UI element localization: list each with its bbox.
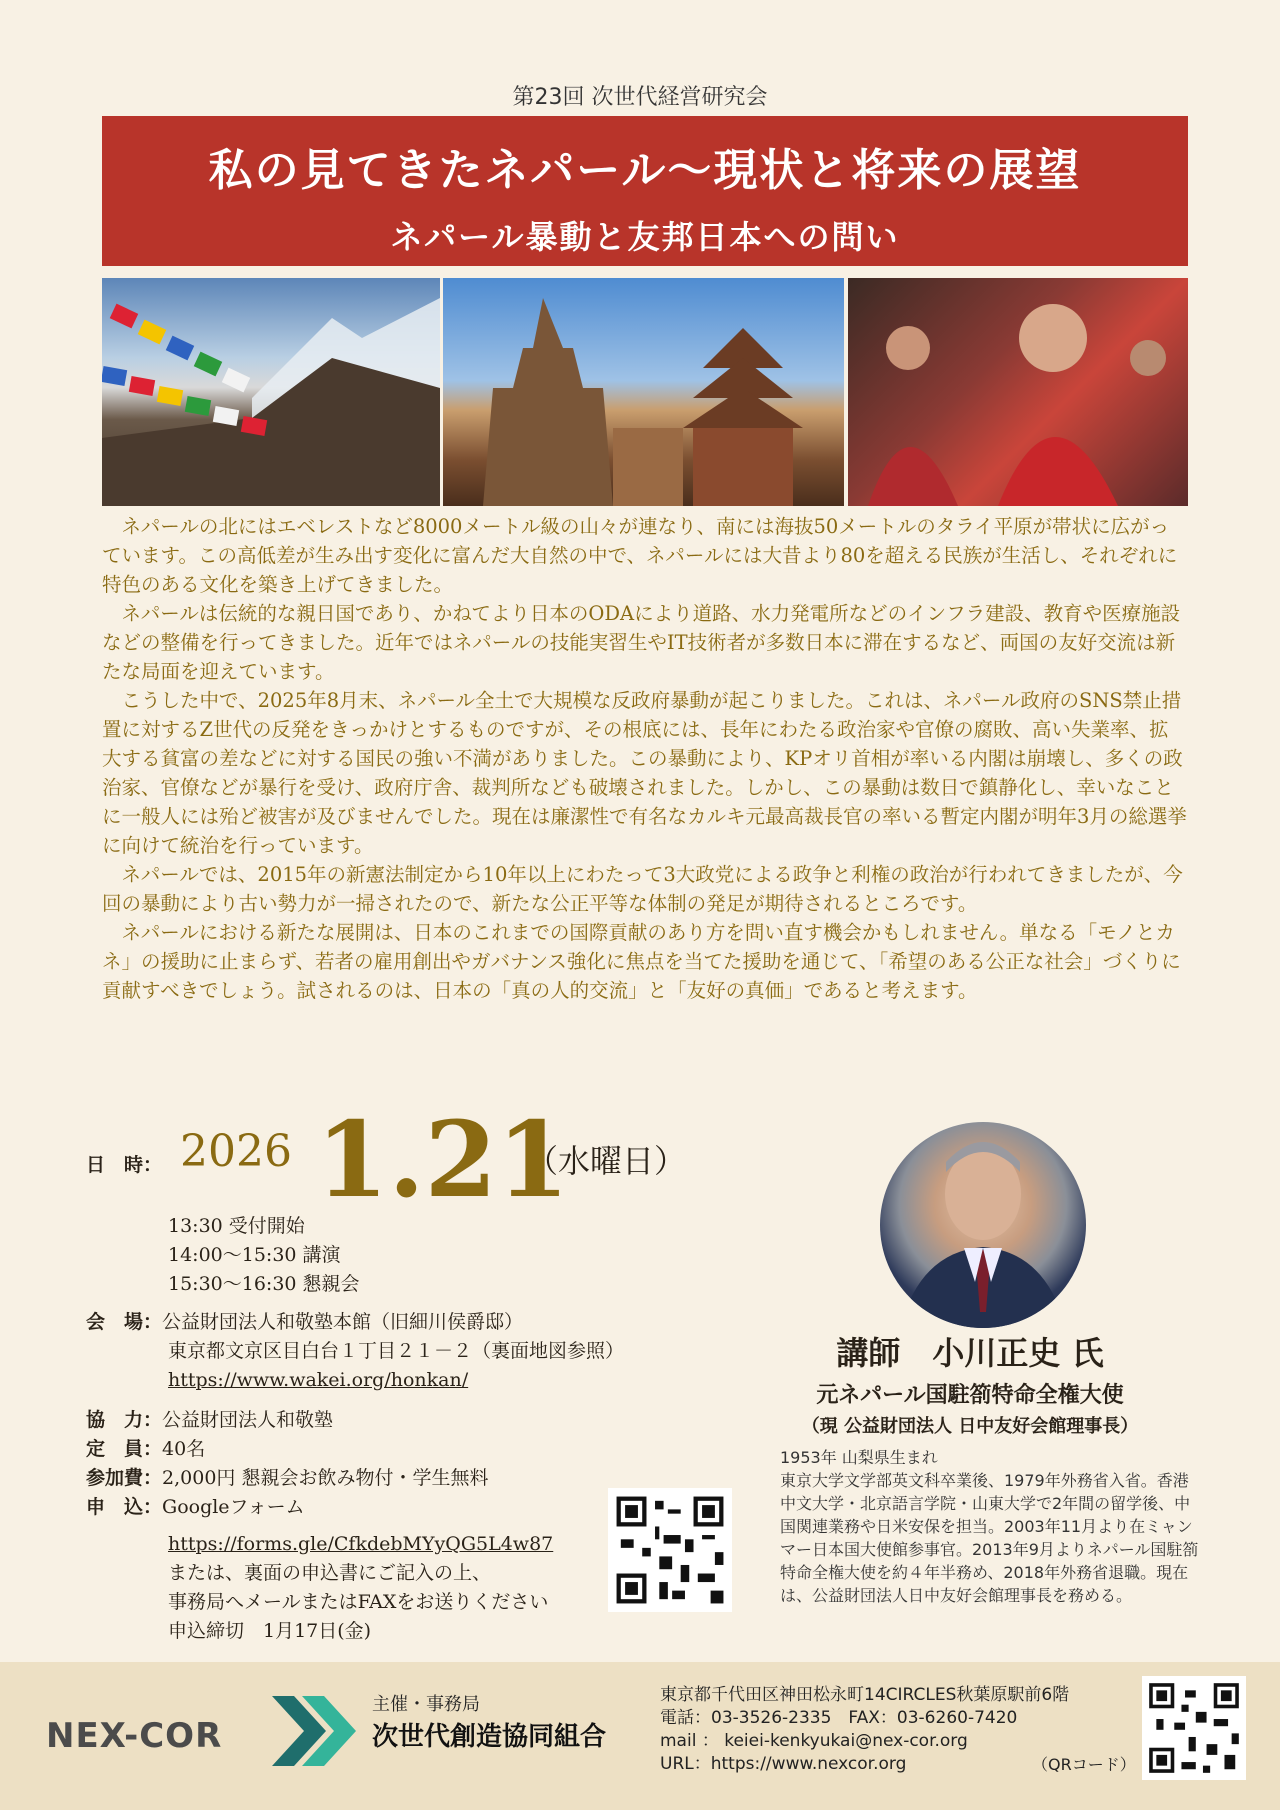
fee-value: 2,000円 懇親会お飲み物付・学生無料: [162, 1467, 489, 1489]
contact-address: 東京都千代田区神田松永町14CIRCLES秋葉原駅前6階: [660, 1685, 1070, 1705]
qr-code-pattern: [1142, 1676, 1246, 1780]
intro-text: [102, 512, 1188, 1005]
schedule-item: 15:30〜16:30 懇親会: [168, 1273, 360, 1295]
apply-link[interactable]: https://forms.gle/CfkdebMYyQG5L4w87: [168, 1533, 554, 1555]
page-title: 私の見てきたネパール〜現状と将来の展望: [208, 145, 1082, 196]
date-label: 日 時：: [86, 1154, 163, 1176]
intro-paragraph: ネパールの北にはエベレストなど8000メートル級の山々が連なり、南には海抜50メートルのタライ平原が帯状に広がっています。この高低差が生み出す変化に富んだ大自然の中で、ネパールには大昔より80を超える民族が生活し、それぞれに特色のある文化を築き上げてきました。: [102, 515, 1178, 596]
apply-method: Googleフォーム: [162, 1496, 305, 1518]
contact-block: [660, 1684, 1069, 1776]
capacity-label: 定 員：: [86, 1438, 163, 1460]
apply-alt-line: または、裏面の申込書にご記入の上、: [168, 1562, 492, 1584]
intro-paragraph: ネパールにおける新たな展開は、日本のこれまでの国際貢献のあり方を問い直す機会かもしれません。単なる「モノとカネ」の援助に止まらず、若者の雇用創出やガバナンス強化に焦点を当てた援助を通じて、「希望のある公正な社会」づくりに貢献すべきでしょう。試されるのは、日本の「真の人的交流」と「友好の真価」であると考えます。: [102, 921, 1181, 1002]
qr-code-icon[interactable]: [608, 1488, 732, 1612]
photo-prayer-flags-mountains: [102, 278, 440, 506]
dancers-illustration: [848, 278, 1188, 506]
venue-label: 会 場：: [86, 1311, 163, 1333]
apply-label: 申 込：: [86, 1496, 163, 1518]
photo-patan-temples: [443, 278, 844, 506]
capacity-value: 40名: [162, 1438, 206, 1460]
speaker-name: 講師 小川正史 氏: [836, 1334, 1104, 1372]
contact-mail[interactable]: mail ： keiei-kenkyukai@nex-cor.org: [660, 1731, 968, 1751]
nex-cor-logo: NEX-COR: [46, 1716, 223, 1756]
speaker-current-role: （現 公益財団法人 日中友好会館理事長）: [801, 1416, 1139, 1437]
speaker-photo: [880, 1122, 1086, 1328]
qr-code-pattern: [608, 1488, 732, 1612]
contact-url[interactable]: URL：https://www.nexcor.org: [660, 1754, 907, 1774]
title-banner: [102, 116, 1188, 266]
schedule: [168, 1212, 360, 1299]
temple-illustration: [443, 278, 844, 506]
bio-line: 東京大学文学部英文科卒業後、1979年外務省入省。香港中文大学・北京語言学院・山東大学で2年間の留学後、中国関連業務や日米安保を担当。2003年11月より在ミャンマー日本国大使館参事官。2013年9月よりネパール国駐箚特命全権大使を約４年半務め、2018年外務省退職。現在は、公益財団法人日中友好会館理事長を務める。: [780, 1471, 1199, 1605]
event-date: 1.21: [316, 1098, 570, 1221]
organizer-label: 主催・事務局: [372, 1694, 480, 1715]
intro-paragraph: ネパールでは、2015年の新憲法制定から10年以上にわたって3大政党による政争と利権の政治が行われてきましたが、今回の暴動により古い勢力が一掃されたので、新たな公正平等な体制の発足が期待されるところです。: [102, 863, 1183, 915]
apply-block: [168, 1530, 553, 1646]
cooperation-value: 公益財団法人和敬塾: [162, 1409, 334, 1431]
cooperation-label: 協 力：: [86, 1409, 163, 1431]
schedule-item: 14:00〜15:30 講演: [168, 1244, 341, 1266]
series-label: 第23回 次世代経営研究会: [512, 85, 768, 110]
fee-label: 参加費：: [86, 1467, 163, 1489]
qr-code-icon[interactable]: [1142, 1676, 1246, 1780]
speaker-portrait-illustration: [880, 1122, 1086, 1328]
schedule-item: 13:30 受付開始: [168, 1215, 305, 1237]
apply-deadline: 申込締切 1月17日(金): [168, 1620, 372, 1642]
bio-line: 1953年 山梨県生まれ: [780, 1448, 938, 1467]
venue-block: [86, 1308, 624, 1395]
page-subtitle: ネパール暴動と友邦日本への問い: [390, 218, 900, 256]
intro-paragraph: こうした中で、2025年8月末、ネパール全土で大規模な反政府暴動が起こりました。これは、ネパール政府のSNS禁止措置に対するZ世代の反発をきっかけとするものですが、その根底には、長年にわたる政治家や官僚の腐敗、高い失業率、拡大する貧富の差などに対する国民の強い不満がありました。この暴動により、KPオリ首相が率いる内閣は崩壊し、多くの政治家、官僚などが暴行を受け、政府庁舎、裁判所なども破壊されました。しかし、この暴動は数日で鎮静化し、幸いなことに一般人には殆ど被害が及びませんでした。現在は廉潔性で有名なカルキ元最高裁長官の率いる暫定内閣が明年3月の総選挙に向けて統治を行っています。: [102, 689, 1187, 857]
contact-phone: 電話：03-3526-2335 FAX：03-6260-7420: [660, 1708, 1018, 1728]
event-year: 2026: [180, 1126, 292, 1177]
speaker-title: 元ネパール国駐箚特命全権大使: [816, 1382, 1124, 1408]
organizer-name: 次世代創造協同組合: [372, 1722, 607, 1752]
venue-address: 東京都文京区目白台１丁目２１－２（裏面地図参照）: [168, 1340, 625, 1362]
event-weekday: （水曜日）: [526, 1142, 687, 1180]
speaker-bio: [780, 1446, 1200, 1607]
qr-note: （QRコード）: [1032, 1755, 1136, 1774]
apply-alt-line: 事務局へメールまたはFAXをお送りください: [168, 1591, 549, 1613]
info-block: [86, 1406, 488, 1522]
prayer-flags-illustration: [102, 278, 440, 506]
nex-cor-arrow-logo-icon: [268, 1692, 362, 1774]
venue-name: 公益財団法人和敬塾本館（旧細川侯爵邸）: [162, 1311, 524, 1333]
photo-nepali-dancers: [848, 278, 1188, 506]
venue-link[interactable]: https://www.wakei.org/honkan/: [168, 1369, 469, 1391]
intro-paragraph: ネパールは伝統的な親日国であり、かねてより日本のODAにより道路、水力発電所などのインフラ建設、教育や医療施設などの整備を行ってきました。近年ではネパールの技能実習生やIT技術者が多数日本に滞在するなど、両国の友好交流は新たな局面を迎えています。: [102, 602, 1181, 683]
